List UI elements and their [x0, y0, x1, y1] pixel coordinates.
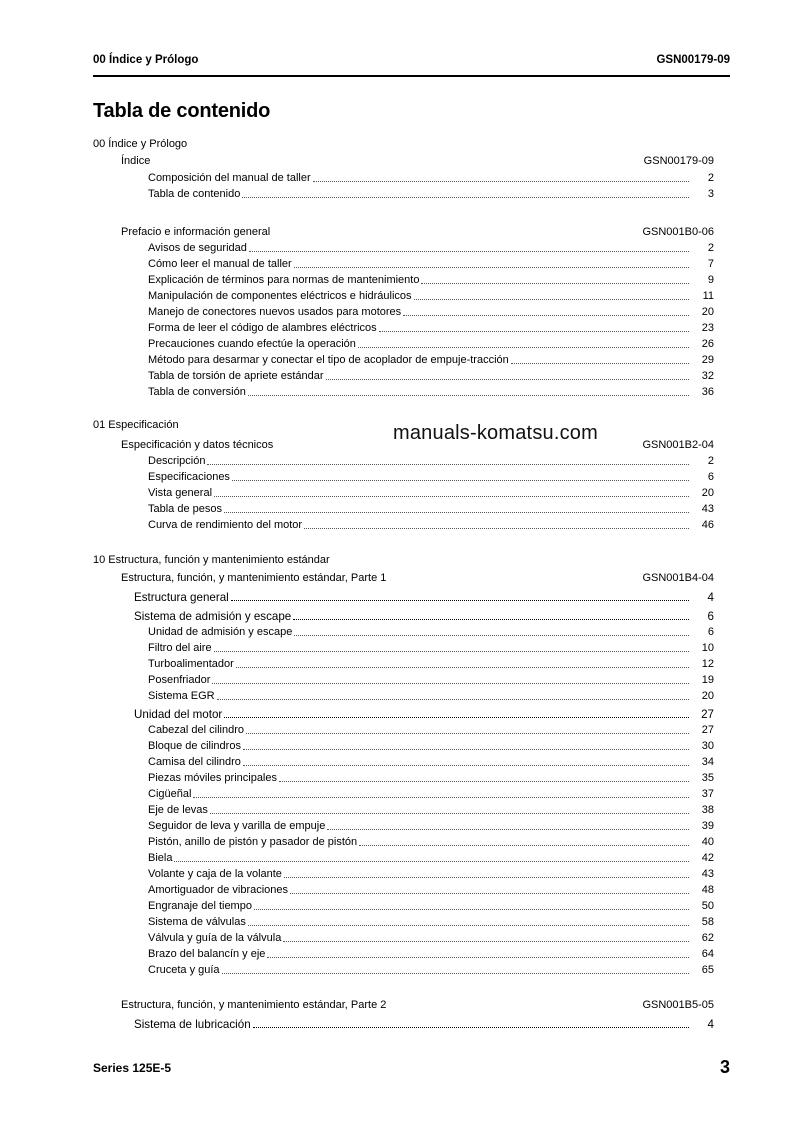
toc-entry-page: 20: [701, 306, 714, 318]
dot-leader: [231, 600, 689, 601]
toc-entry[interactable]: [148, 962, 714, 977]
dot-leader: [217, 699, 689, 700]
header-section-title: 00 Índice y Prólogo: [93, 54, 199, 66]
toc-entry-page: 2: [707, 172, 714, 184]
toc-entry-page: 30: [701, 740, 714, 752]
toc-entry-label: Engranaje del tiempo: [148, 900, 252, 912]
dot-leader: [224, 512, 689, 513]
toc-entry-label: Forma de leer el código de alambres eléctricos: [148, 322, 377, 334]
toc-entry[interactable]: [148, 272, 714, 287]
toc-entry-page: 37: [701, 788, 714, 800]
toc-entry[interactable]: [148, 866, 714, 881]
toc-entry-label: Tabla de pesos: [148, 503, 222, 515]
toc-entry-label: Vista general: [148, 487, 213, 499]
toc-entry-label: Eje de levas: [148, 804, 208, 816]
toc-entry-label: Tabla de conversión: [148, 386, 246, 398]
dot-leader: [212, 683, 689, 684]
toc-entry[interactable]: [148, 368, 714, 383]
toc-entry-label: Avisos de seguridad: [148, 242, 247, 254]
toc-entry-label: Cómo leer el manual de taller: [148, 258, 292, 270]
footer-page-number: 3: [719, 1057, 730, 1077]
dot-leader: [313, 181, 689, 182]
toc-entry-page: 43: [701, 868, 714, 880]
toc-entry-label: Explicación de términos para normas de mantenimiento: [148, 274, 420, 286]
toc-entry-label: Método para desarmar y conectar el tipo de acoplador de empuje-tracción: [148, 354, 509, 366]
toc-entry-page: 26: [701, 338, 714, 350]
toc-entry-label: Unidad del motor: [134, 708, 223, 721]
toc-entry[interactable]: [134, 608, 714, 623]
toc-entry-label: Especificaciones: [148, 471, 230, 483]
dot-leader: [193, 797, 689, 798]
toc-entry-label: Sistema de lubricación: [134, 1018, 251, 1031]
toc-entry[interactable]: [148, 914, 714, 929]
toc-entry[interactable]: [148, 656, 714, 671]
toc-entry-label: Estructura, función, y mantenimiento estándar, Parte 1: [121, 572, 387, 584]
toc-entry-label: Volante y caja de la volante: [148, 868, 282, 880]
toc-entry-page: 2: [707, 455, 714, 467]
header-divider: [93, 75, 730, 77]
toc-entry[interactable]: [148, 640, 714, 655]
dot-leader: [174, 861, 689, 862]
toc-entry-label: Tabla de torsión de apriete estándar: [148, 370, 324, 382]
dot-leader: [248, 395, 689, 396]
dot-leader: [254, 909, 689, 910]
dot-leader: [249, 251, 689, 252]
toc-entry[interactable]: [148, 786, 714, 801]
page-title: Tabla de contenido: [93, 100, 271, 122]
toc-entry[interactable]: [148, 240, 714, 255]
dot-leader: [246, 733, 689, 734]
toc-entry[interactable]: [148, 304, 714, 319]
dot-leader: [290, 893, 689, 894]
footer-series: Series 125E-5: [93, 1061, 172, 1075]
toc-entry[interactable]: [148, 469, 714, 484]
toc-entry[interactable]: [148, 170, 714, 185]
toc-entry[interactable]: [148, 501, 714, 516]
dot-leader: [294, 635, 689, 636]
dot-leader: [210, 813, 689, 814]
dot-leader: [421, 283, 689, 284]
dot-leader: [243, 749, 689, 750]
dot-leader: [283, 941, 689, 942]
dot-leader: [214, 496, 689, 497]
toc-entry-page: 27: [701, 724, 714, 736]
toc-entry-page: 62: [701, 932, 714, 944]
toc-entry-label: Curva de rendimiento del motor: [148, 519, 303, 531]
toc-entry-page: 9: [707, 274, 714, 286]
toc-entry-page: 29: [701, 354, 714, 366]
toc-entry[interactable]: [148, 672, 714, 687]
toc-section-heading: [93, 136, 714, 151]
dot-leader: [304, 528, 689, 529]
toc-entry-page: 6: [707, 471, 714, 483]
toc-entry-page: 58: [701, 916, 714, 928]
toc-chapter: [121, 224, 714, 239]
toc-entry-label: Cabezal del cilindro: [148, 724, 244, 736]
dot-leader: [284, 877, 689, 878]
toc-entry-label: Sistema de admisión y escape: [134, 610, 292, 623]
dot-leader: [224, 717, 689, 718]
toc-entry[interactable]: [148, 946, 714, 961]
toc-entry[interactable]: [148, 384, 714, 399]
toc-entry-label: Cruceta y guía: [148, 964, 220, 976]
toc-chapter: [121, 153, 714, 168]
toc-document-code: GSN001B5-05: [642, 999, 714, 1011]
toc-entry[interactable]: [148, 770, 714, 785]
toc-entry[interactable]: [148, 624, 714, 639]
toc-entry[interactable]: [148, 930, 714, 945]
toc-entry-label: Turboalimentador: [148, 658, 234, 670]
toc-entry-label: Sistema de válvulas: [148, 916, 246, 928]
toc-entry-page: 19: [701, 674, 714, 686]
toc-document-code: GSN001B0-06: [642, 226, 714, 238]
toc-entry-label: Bloque de cilindros: [148, 740, 241, 752]
toc-entry-page: 40: [701, 836, 714, 848]
toc-entry[interactable]: [148, 818, 714, 833]
toc-entry-page: 2: [707, 242, 714, 254]
toc-entry[interactable]: [148, 485, 714, 500]
toc-entry[interactable]: [148, 352, 714, 367]
toc-chapter: [121, 997, 714, 1012]
toc-entry[interactable]: [148, 517, 714, 532]
dot-leader: [253, 1027, 689, 1028]
toc-entry-page: 7: [707, 258, 714, 270]
toc-entry[interactable]: [148, 186, 714, 201]
toc-entry[interactable]: [134, 1016, 714, 1031]
toc-entry-page: 36: [701, 386, 714, 398]
toc-entry-page: 10: [701, 642, 714, 654]
toc-section-heading: [93, 552, 714, 567]
toc-entry-page: 43: [701, 503, 714, 515]
toc-entry-page: 42: [701, 852, 714, 864]
toc-document-code: GSN001B2-04: [642, 439, 714, 451]
toc-entry-label: Piezas móviles principales: [148, 772, 277, 784]
toc-entry-label: Especificación y datos técnicos: [121, 439, 274, 451]
toc-chapter: [121, 570, 714, 585]
dot-leader: [293, 619, 689, 620]
dot-leader: [414, 299, 689, 300]
toc-entry[interactable]: [148, 288, 714, 303]
dot-leader: [326, 379, 689, 380]
toc-entry-label: Amortiguador de vibraciones: [148, 884, 289, 896]
toc-entry-label: Composición del manual de taller: [148, 172, 311, 184]
toc-entry-page: 12: [701, 658, 714, 670]
toc-entry[interactable]: [148, 453, 714, 468]
toc-entry-label: Manipulación de componentes eléctricos e hidráulicos: [148, 290, 412, 302]
toc-entry-page: 4: [707, 1018, 714, 1031]
toc-entry-label: Válvula y guía de la válvula: [148, 932, 282, 944]
toc-entry-label: Sistema EGR: [148, 690, 215, 702]
toc-entry-page: 27: [701, 708, 714, 721]
toc-entry[interactable]: [148, 754, 714, 769]
toc-entry-page: 32: [701, 370, 714, 382]
toc-entry-page: 64: [701, 948, 714, 960]
toc-entry-label: 01 Especificación: [93, 419, 179, 431]
toc-entry-page: 6: [707, 626, 714, 638]
dot-leader: [359, 845, 689, 846]
toc-entry-label: Tabla de contenido: [148, 188, 241, 200]
toc-document-code: GSN001B4-04: [642, 572, 714, 584]
toc-entry-label: 00 Índice y Prólogo: [93, 138, 188, 150]
dot-leader: [236, 667, 689, 668]
dot-leader: [207, 464, 689, 465]
toc-entry-page: 34: [701, 756, 714, 768]
toc-entry-label: Índice: [121, 155, 151, 167]
dot-leader: [279, 781, 689, 782]
toc-entry[interactable]: [148, 850, 714, 865]
toc-document-code: GSN00179-09: [643, 155, 714, 167]
toc-entry-page: 20: [701, 690, 714, 702]
toc-entry-label: Cigüeñal: [148, 788, 192, 800]
dot-leader: [222, 973, 689, 974]
dot-leader: [242, 197, 689, 198]
toc-entry[interactable]: [148, 336, 714, 351]
dot-leader: [327, 829, 689, 830]
toc-entry-label: Brazo del balancín y eje: [148, 948, 266, 960]
dot-leader: [232, 480, 689, 481]
toc-entry-label: Posenfriador: [148, 674, 211, 686]
toc-entry[interactable]: [148, 882, 714, 897]
dot-leader: [403, 315, 689, 316]
toc-entry-page: 48: [701, 884, 714, 896]
dot-leader: [214, 651, 689, 652]
toc-entry[interactable]: [148, 722, 714, 737]
toc-entry-label: Biela: [148, 852, 173, 864]
toc-entry-page: 46: [701, 519, 714, 531]
toc-entry[interactable]: [148, 320, 714, 335]
toc-entry-label: Pistón, anillo de pistón y pasador de pistón: [148, 836, 358, 848]
dot-leader: [379, 331, 689, 332]
toc-entry-page: 38: [701, 804, 714, 816]
dot-leader: [294, 267, 689, 268]
toc-entry-page: 6: [707, 610, 714, 623]
toc-entry-label: Descripción: [148, 455, 206, 467]
toc-entry[interactable]: [148, 898, 714, 913]
toc-entry-page: 50: [701, 900, 714, 912]
toc-entry-label: Unidad de admisión y escape: [148, 626, 293, 638]
toc-entry-label: Camisa del cilindro: [148, 756, 241, 768]
dot-leader: [358, 347, 689, 348]
dot-leader: [243, 765, 689, 766]
toc-entry[interactable]: [148, 834, 714, 849]
toc-entry-label: Estructura general: [134, 591, 229, 604]
toc-entry-page: 20: [701, 487, 714, 499]
dot-leader: [248, 925, 689, 926]
toc-entry[interactable]: [134, 706, 714, 721]
toc-entry[interactable]: [148, 738, 714, 753]
watermark: manuals-komatsu.com: [393, 422, 598, 444]
toc-entry-page: 23: [701, 322, 714, 334]
header-document-code: GSN00179-09: [656, 54, 730, 66]
dot-leader: [511, 363, 689, 364]
toc-entry-page: 39: [701, 820, 714, 832]
toc-entry-page: 11: [702, 290, 714, 302]
toc-entry[interactable]: [148, 688, 714, 703]
toc-entry-page: 35: [701, 772, 714, 784]
toc-entry[interactable]: [148, 256, 714, 271]
toc-entry-label: Estructura, función, y mantenimiento estándar, Parte 2: [121, 999, 387, 1011]
toc-entry-page: 3: [707, 188, 714, 200]
toc-entry-label: Manejo de conectores nuevos usados para motores: [148, 306, 402, 318]
dot-leader: [267, 957, 689, 958]
toc-entry-label: Prefacio e información general: [121, 226, 271, 238]
toc-entry[interactable]: [134, 589, 714, 604]
toc-entry-page: 4: [707, 591, 714, 604]
toc-entry-label: Filtro del aire: [148, 642, 212, 654]
toc-entry-label: Precauciones cuando efectúe la operación: [148, 338, 356, 350]
toc-entry-label: Seguidor de leva y varilla de empuje: [148, 820, 326, 832]
toc-entry-label: 10 Estructura, función y mantenimiento estándar: [93, 554, 330, 566]
toc-entry[interactable]: [148, 802, 714, 817]
toc-entry-page: 65: [701, 964, 714, 976]
